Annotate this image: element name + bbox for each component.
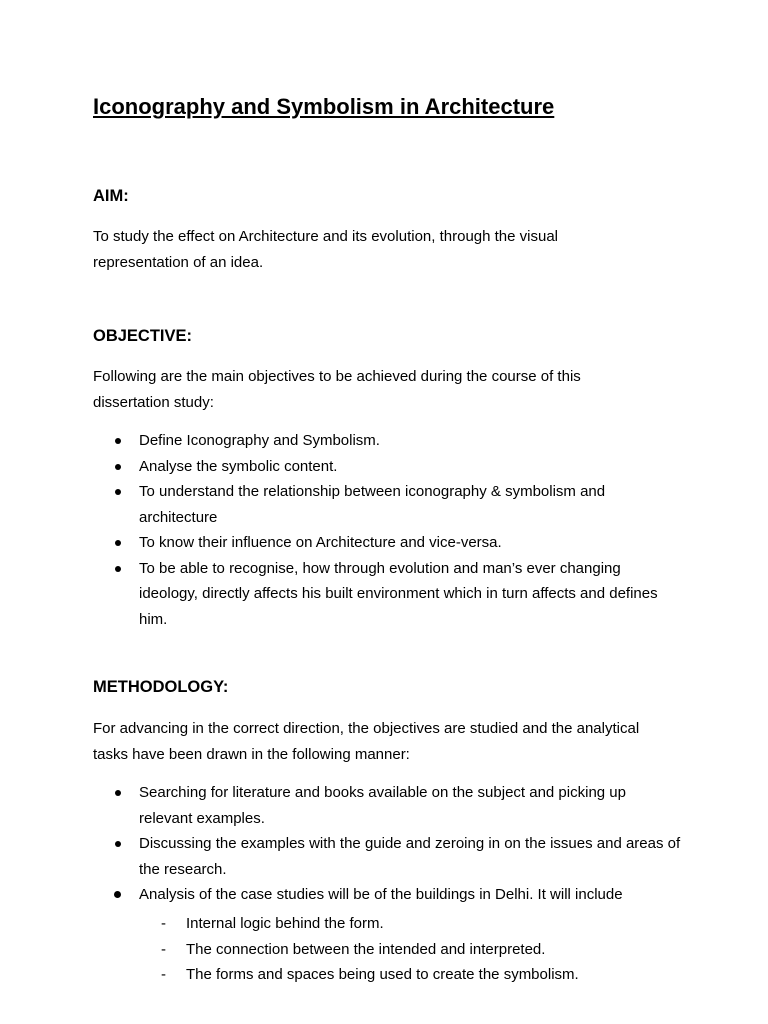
- bullet-icon: [115, 438, 121, 444]
- document-title: Iconography and Symbolism in Architecture: [93, 94, 555, 119]
- bullet-icon: [115, 489, 121, 495]
- list-item: To know their influence on Architecture and vice-versa.: [93, 530, 678, 556]
- bullet-icon: [115, 540, 121, 546]
- bullet-icon: [115, 464, 121, 470]
- list-item: Analyse the symbolic content.: [93, 454, 678, 480]
- dash-icon: -: [161, 940, 166, 958]
- list-item: Discussing the examples with the guide and zeroing in on the issues and areas of the research.: [93, 831, 683, 882]
- methodology-intro: For advancing in the correct direction, the objectives are studied and the analytical tasks have been drawn in the following manner:: [93, 720, 640, 763]
- methodology-sublist: [139, 911, 699, 988]
- list-item: - The connection between the intended and interpreted.: [139, 937, 699, 963]
- list-item: To be able to recognise, how through evolution and man’s ever changing ideology, directly affects his built environment which in turn affects and defines him.: [93, 556, 678, 633]
- methodology-list: [93, 780, 683, 908]
- bullet-icon: [115, 841, 121, 847]
- list-item: Searching for literature and books available on the subject and picking up relevant examples.: [93, 780, 683, 831]
- list-item: Analysis of the case studies will be of the buildings in Delhi. It will include: [93, 882, 683, 908]
- methodology-heading: METHODOLOGY:: [93, 678, 229, 696]
- bullet-icon: [115, 790, 121, 796]
- objective-heading: OBJECTIVE:: [93, 327, 193, 345]
- bullet-icon: [115, 566, 121, 572]
- aim-text: To study the effect on Architecture and its evolution, through the visual representation of an idea.: [93, 228, 559, 271]
- list-item: - The forms and spaces being used to create the symbolism.: [139, 962, 699, 988]
- aim-heading: AIM:: [93, 187, 129, 205]
- dash-icon: -: [161, 966, 166, 983]
- dash-icon: -: [161, 915, 166, 932]
- list-item: Define Iconography and Symbolism.: [93, 428, 678, 454]
- list-item: - Internal logic behind the form.: [139, 911, 699, 937]
- list-item: To understand the relationship between iconography & symbolism and architecture: [93, 479, 678, 530]
- objective-intro: Following are the main objectives to be achieved during the course of this dissertation study:: [93, 368, 581, 411]
- objective-list: [93, 428, 678, 632]
- bullet-icon: [114, 891, 121, 898]
